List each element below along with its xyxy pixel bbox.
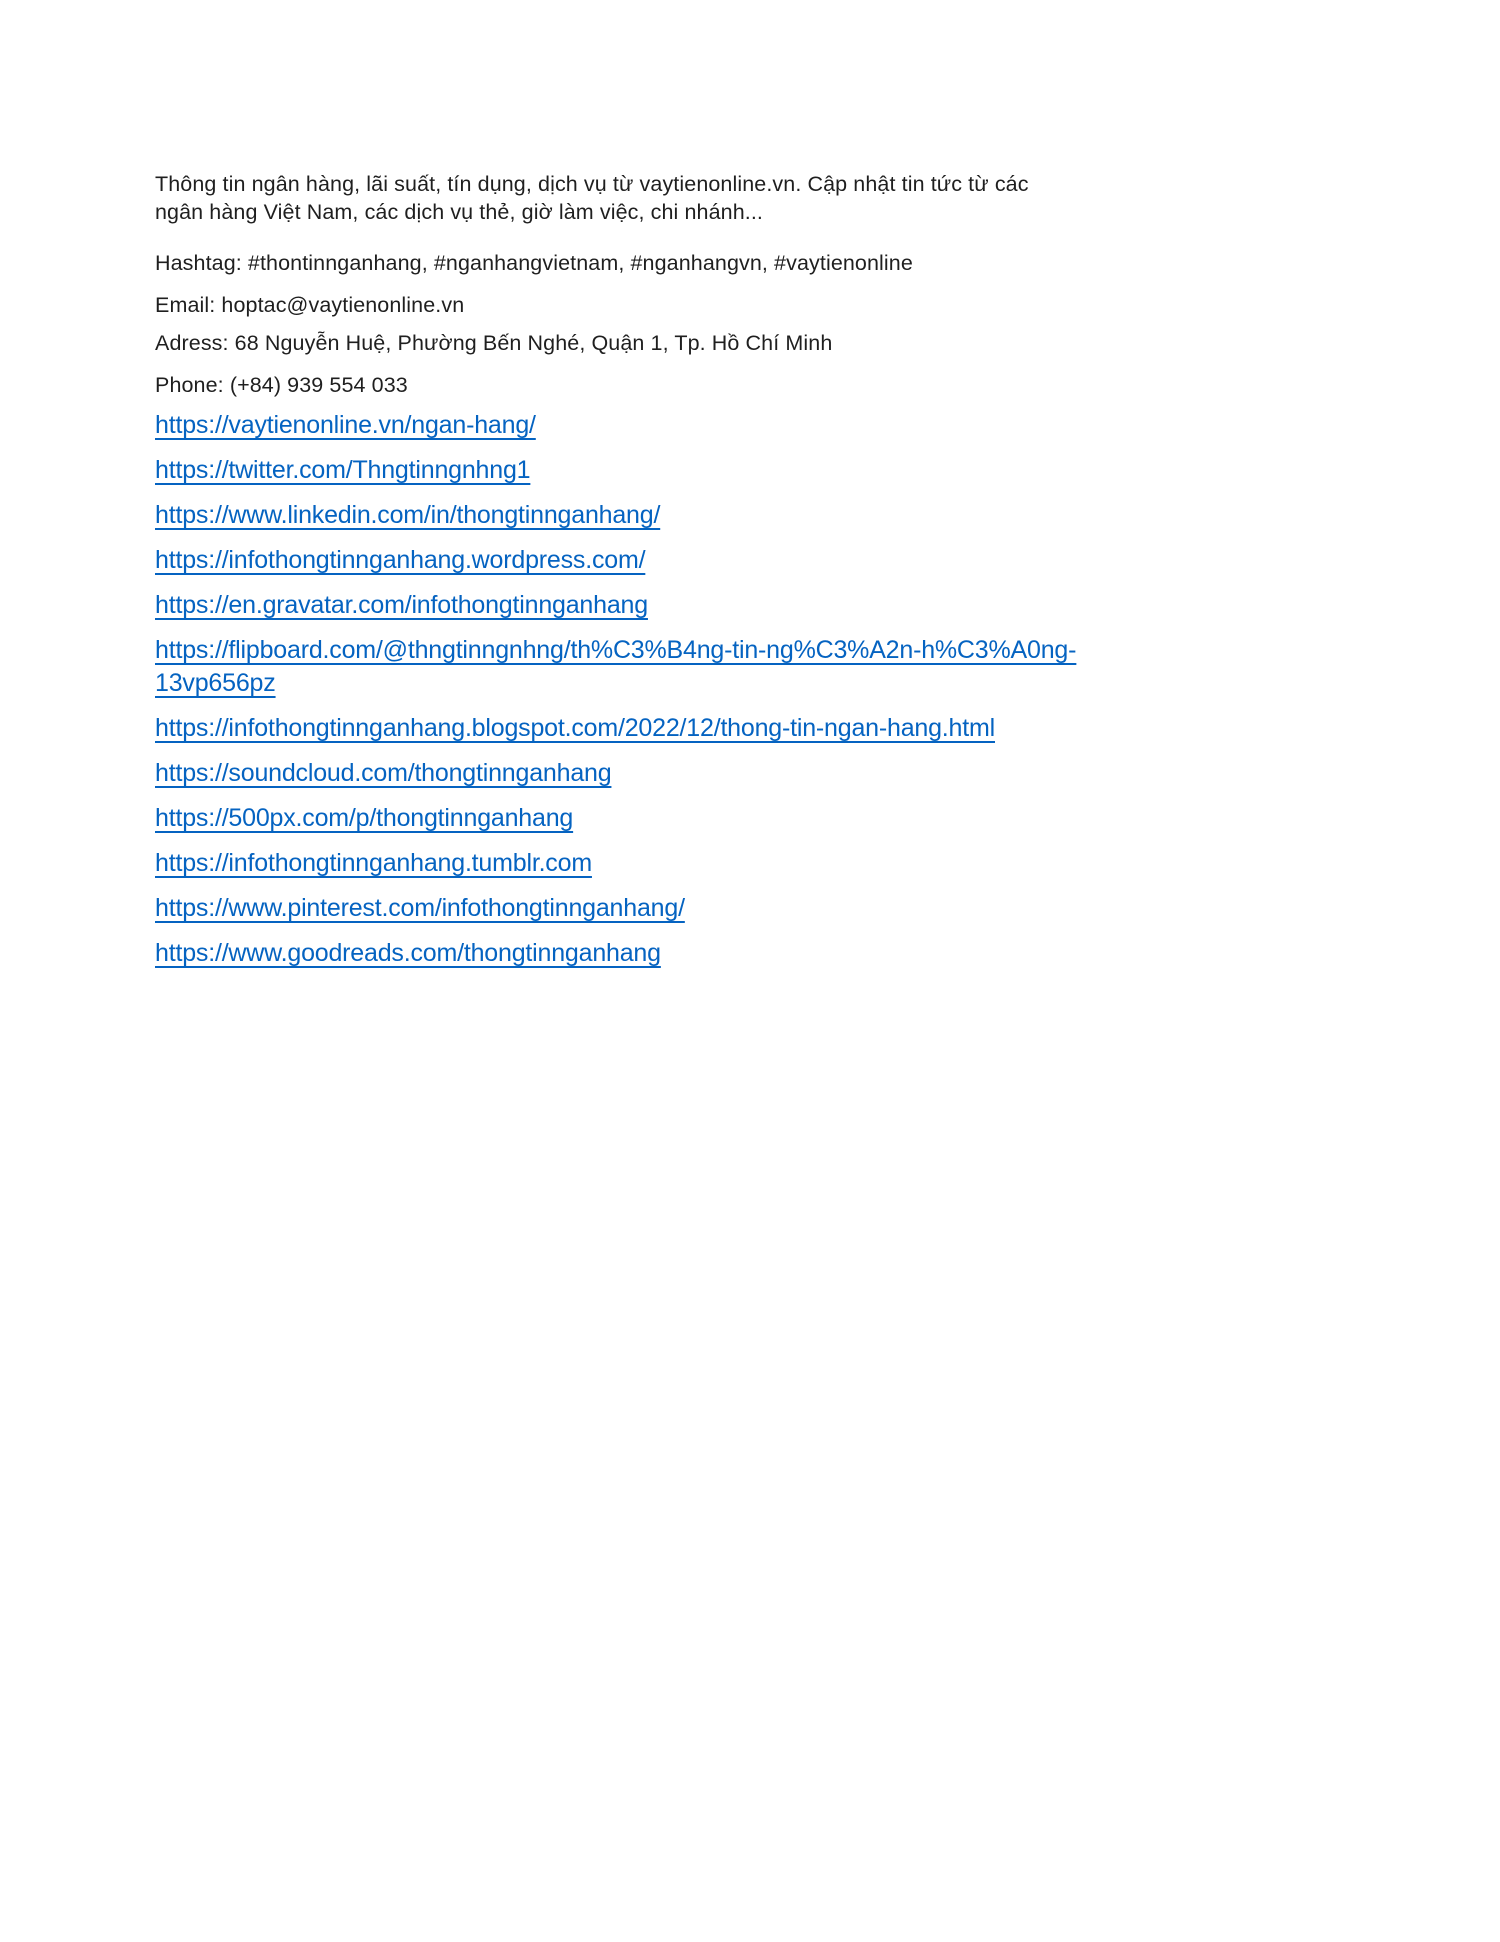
link-row <box>155 499 1370 532</box>
link-row <box>155 634 1370 700</box>
link-twitter[interactable]: https://twitter.com/Thngtinngnhng1 <box>155 456 531 484</box>
address-line: Adress: 68 Nguyễn Huệ, Phường Bến Nghé, Quận 1, Tp. Hồ Chí Minh <box>155 331 833 355</box>
link-wordpress[interactable]: https://infothongtinnganhang.wordpress.com/ <box>155 546 646 574</box>
link-row <box>155 712 1370 745</box>
link-flipboard-line-1: https://flipboard.com/@thngtinngnhng/th%C3%B4ng-tin-ng%C3%A2n-h%C3%A0ng- <box>155 636 1077 664</box>
link-tumblr[interactable]: https://infothongtinnganhang.tumblr.com <box>155 849 592 877</box>
phone-line: Phone: (+84) 939 554 033 <box>155 373 408 397</box>
link-vaytienonline-ngan-hang[interactable]: https://vaytienonline.vn/ngan-hang/ <box>155 411 536 439</box>
link-row <box>155 892 1370 925</box>
link-row <box>155 544 1370 577</box>
intro-paragraph <box>155 170 1370 226</box>
link-row <box>155 757 1370 790</box>
link-pinterest[interactable]: https://www.pinterest.com/infothongtinnganhang/ <box>155 894 685 922</box>
intro-line-2: ngân hàng Việt Nam, các dịch vụ thẻ, giờ làm việc, chi nhánh... <box>155 200 764 224</box>
link-row <box>155 802 1370 835</box>
intro-line-1: Thông tin ngân hàng, lãi suất, tín dụng, dịch vụ từ vaytienonline.vn. Cập nhật tin tức từ các <box>155 172 1029 196</box>
link-row <box>155 589 1370 622</box>
link-row <box>155 454 1370 487</box>
link-blogspot[interactable]: https://infothongtinnganhang.blogspot.com/2022/12/thong-tin-ngan-hang.html <box>155 714 995 742</box>
link-soundcloud[interactable]: https://soundcloud.com/thongtinnganhang <box>155 759 612 787</box>
link-row <box>155 937 1370 970</box>
link-row <box>155 847 1370 880</box>
link-flipboard[interactable] <box>155 634 1076 700</box>
email-line: Email: hoptac@vaytienonline.vn <box>155 293 465 317</box>
link-500px[interactable]: https://500px.com/p/thongtinnganhang <box>155 804 574 832</box>
link-gravatar[interactable]: https://en.gravatar.com/infothongtinnganhang <box>155 591 648 619</box>
document-content <box>155 170 1370 982</box>
link-flipboard-line-2: 13vp656pz <box>155 669 276 697</box>
link-linkedin[interactable]: https://www.linkedin.com/in/thongtinnganhang/ <box>155 501 661 529</box>
hashtag-line: Hashtag: #thontinnganhang, #nganhangvietnam, #nganhangvn, #vaytienonline <box>155 251 913 275</box>
link-goodreads[interactable]: https://www.goodreads.com/thongtinnganhang <box>155 939 661 967</box>
links-list <box>155 409 1370 970</box>
link-row <box>155 409 1370 442</box>
